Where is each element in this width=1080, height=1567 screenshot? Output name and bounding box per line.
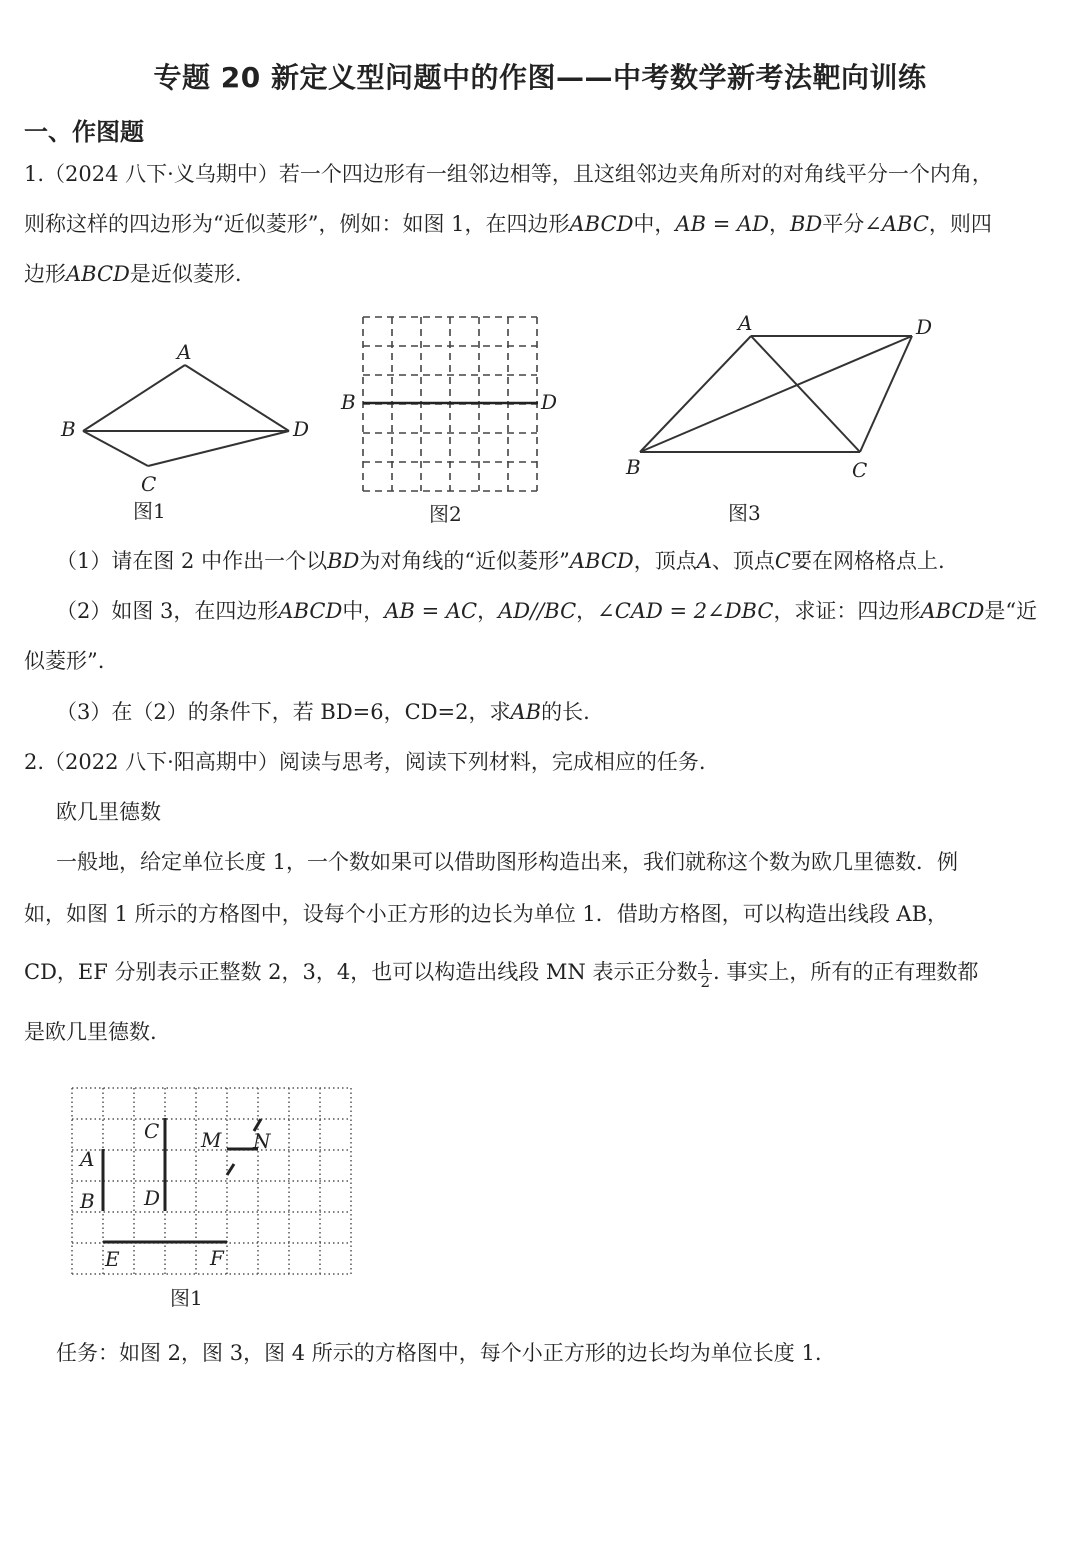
q2-task: 任务：如图 2，图 3，图 4 所示的方格图中，每个小正方形的边长均为单位长度 1. <box>56 1341 822 1365</box>
fig2-caption: 图2 <box>429 502 462 526</box>
q2-heading: 欧几里德数 <box>56 800 161 824</box>
q2-label-d: D <box>144 1186 161 1210</box>
fig1-label-a: A <box>177 340 192 364</box>
fig1-segment-ad <box>185 365 289 431</box>
fig3-segment-ac <box>751 336 860 452</box>
page-title: 专题 20 新定义型问题中的作图——中考数学新考法靶向训练 <box>153 61 927 94</box>
fig1-caption: 图1 <box>133 499 166 523</box>
fig2-label-d: D <box>541 390 558 414</box>
q1-figure-1 <box>55 335 325 530</box>
q2-label-m: M <box>201 1128 222 1152</box>
q1-intro-line-2: 则称这样的四边形为“近似菱形”，例如：如图 1，在四边形ABCD中，AB = AD，BD平分∠ABC，则四 <box>24 212 992 236</box>
q1-figure-3 <box>620 310 940 530</box>
fig1-segment-ab <box>83 365 185 431</box>
q1-part-1: （1）请在图 2 中作出一个以BD为对角线的“近似菱形”ABCD，顶点A、顶点C要在网格格点上. <box>56 549 945 573</box>
q1-part-2-line-2: 似菱形”. <box>24 649 105 673</box>
q2-label-e: E <box>105 1247 120 1271</box>
section-heading: 一、作图题 <box>24 118 144 146</box>
q2-body-line-4: 是欧几里德数. <box>24 1020 157 1044</box>
fig1-segment-bc <box>83 431 148 466</box>
q2-label-n: N <box>253 1129 271 1153</box>
fig3-segment-ab <box>640 336 751 452</box>
q1-part-3: （3）在（2）的条件下，若 BD=6，CD=2，求AB的长. <box>56 700 590 724</box>
q2-intro: 2.（2022 八下·阳高期中）阅读与思考，阅读下列材料，完成相应的任务. <box>24 750 706 774</box>
q2-body-line-2: 如，如图 1 所示的方格图中，设每个小正方形的边长为单位 1．借助方格图，可以构造出线段 AB， <box>24 902 949 926</box>
fig3-label-a: A <box>738 311 753 335</box>
fig1-segment-cd <box>148 431 289 466</box>
fig3-caption: 图3 <box>728 501 761 525</box>
q1-figure-2 <box>335 305 575 535</box>
fig3-segment-cd <box>860 336 912 452</box>
q2-tick-m-lower <box>227 1164 234 1175</box>
q1-part-2-line-1: （2）如图 3，在四边形ABCD中，AB = AC，AD//BC，∠CAD = 2∠DBC，求证：四边形ABCD是“近 <box>56 599 1038 623</box>
fig1-label-b: B <box>61 417 76 441</box>
q2-figure-1 <box>60 1078 365 1318</box>
q2-fig-caption: 图1 <box>170 1286 203 1310</box>
q2-body-line-1: 一般地，给定单位长度 1，一个数如果可以借助图形构造出来，我们就称这个数为欧几里德数．例 <box>56 850 959 874</box>
fig3-label-b: B <box>626 455 641 479</box>
fig3-segment-bd <box>640 336 912 452</box>
q2-label-b: B <box>80 1189 95 1213</box>
fig1-label-d: D <box>293 417 310 441</box>
fig2-label-b: B <box>341 390 356 414</box>
q1-intro-line-3: 边形ABCD是近似菱形. <box>24 262 242 286</box>
q1-intro-line-1: 1.（2024 八下·义乌期中）若一个四边形有一组邻边相等，且这组邻边夹角所对的对角线平分一个内角， <box>24 162 993 186</box>
fig1-label-c: C <box>141 472 157 496</box>
q2-label-c: C <box>144 1119 160 1143</box>
fig3-label-c: C <box>852 458 868 482</box>
q2-label-a: A <box>80 1147 95 1171</box>
fig3-label-d: D <box>916 315 933 339</box>
fraction-one-half: $\frac{1}{2}$ <box>700 956 711 991</box>
q2-body-line-3: CD，EF 分别表示正整数 2，3，4，也可以构造出线段 MN 表示正分数 $\frac{1}{2}$ . 事实上，所有的正有理数都 <box>24 956 979 991</box>
q2-label-f: F <box>210 1246 224 1270</box>
